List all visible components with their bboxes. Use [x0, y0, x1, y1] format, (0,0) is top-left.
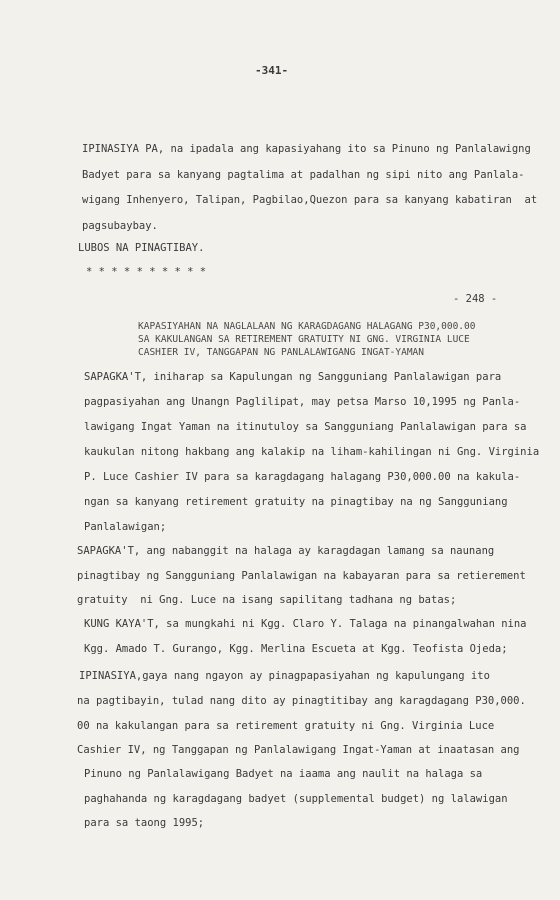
closing-statement: LUBOS NA PINAGTIBAY.: [78, 242, 205, 254]
resolved-line: na pagtibayin, tulad nang dito ay pinagtitibay ang karagdagang P30,000.: [77, 695, 526, 707]
therefore-line: KUNG KAYA'T, sa mungkahi ni Kgg. Claro Y. Talaga na pinangalwahan nina: [84, 618, 527, 630]
resolution-heading-line: CASHIER IV, TANGGAPAN NG PANLALAWIGANG INGAT-YAMAN: [138, 347, 424, 358]
resolved-line: para sa taong 1995;: [84, 817, 205, 829]
resolved-line: Pinuno ng Panlalawigang Badyet na iaama ang naulit na halaga sa: [84, 768, 483, 780]
whereas-line: Panlalawigan;: [84, 521, 167, 533]
whereas-line: ngan sa kanyang retirement gratuity na pinagtibay na ng Sangguniang: [84, 496, 508, 508]
whereas-line: pinagtibay ng Sangguniang Panlalawigan na kabayaran para sa retierement: [77, 570, 526, 582]
resolved-line: 00 na kakulangan para sa retirement gratuity ni Gng. Virginia Luce: [77, 720, 495, 732]
paragraph-line: pagsubaybay.: [82, 220, 158, 232]
paragraph-line: IPINASIYA PA, na ipadala ang kapasiyahang ito sa Pinuno ng Panlalawigng: [82, 143, 531, 155]
whereas-line: kaukulan nitong hakbang ang kalakip na liham-kahilingan ni Gng. Virginia: [84, 446, 540, 458]
asterisk-separator: * * * * * * * * * *: [86, 266, 207, 278]
whereas-line: P. Luce Cashier IV para sa karagdagang halagang P30,000.00 na kakula-: [84, 471, 521, 483]
resolved-line: IPINASIYA,gaya nang ngayon ay pinagpapasiyahan ng kapulungang ito: [79, 670, 490, 682]
whereas-line: SAPAGKA'T, iniharap sa Kapulungan ng Sangguniang Panlalawigan para: [84, 371, 502, 383]
resolution-heading-line: SA KAKULANGAN SA RETIREMENT GRATUITY NI GNG. VIRGINIA LUCE: [138, 334, 470, 345]
resolution-heading-line: KAPASIYAHAN NA NAGLALAAN NG KARAGDAGANG HALAGANG P30,000.00: [138, 321, 476, 332]
paragraph-line: wigang Inhenyero, Talipan, Pagbilao,Quezon para sa kanyang kabatiran at: [82, 194, 538, 206]
therefore-line: Kgg. Amado T. Gurango, Kgg. Merlina Escueta at Kgg. Teofista Ojeda;: [84, 643, 508, 655]
resolved-line: Cashier IV, ng Tanggapan ng Panlalawigang Ingat-Yaman at inaatasan ang: [77, 744, 520, 756]
paragraph-line: Badyet para sa kanyang pagtalima at padalhan ng sipi nito ang Panlala-: [82, 169, 525, 181]
whereas-line: pagpasiyahan ang Unangn Paglilipat, may petsa Marso 10,1995 ng Panla-: [84, 396, 521, 408]
resolved-line: paghahanda ng karagdagang badyet (supplemental budget) ng lalawigan: [84, 793, 508, 805]
whereas-line: gratuity ni Gng. Luce na isang sapilitang tadhana ng batas;: [77, 594, 457, 606]
whereas-line: lawigang Ingat Yaman na itinutuloy sa Sangguniang Panlalawigan para sa: [84, 421, 527, 433]
page-number: -341-: [255, 64, 289, 77]
resolution-number: - 248 -: [453, 293, 498, 305]
whereas-line: SAPAGKA'T, ang nabanggit na halaga ay karagdagan lamang sa naunang: [77, 545, 495, 557]
